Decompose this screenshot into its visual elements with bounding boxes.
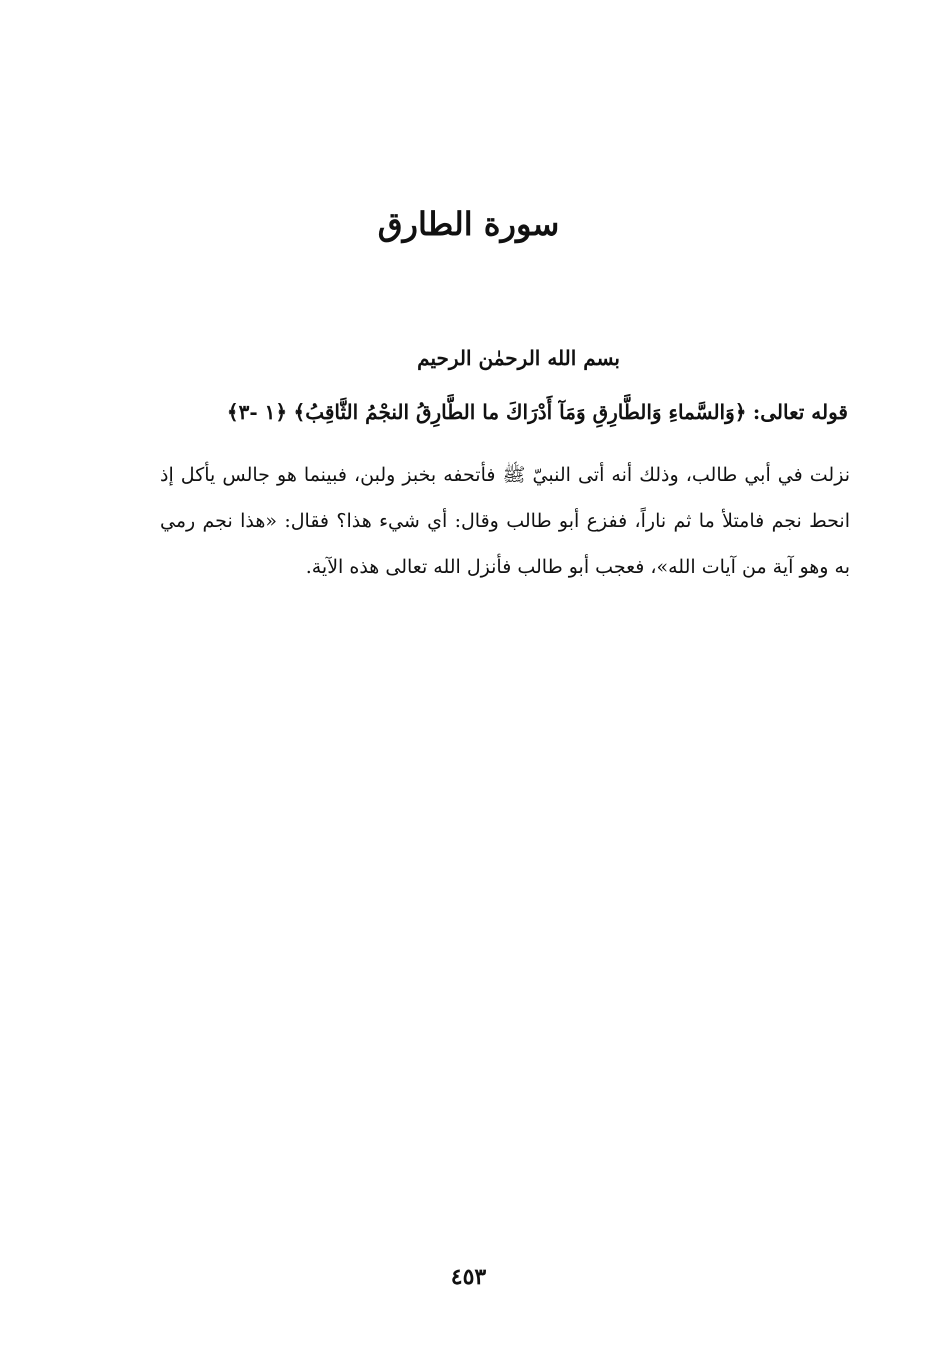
page-number: ٤٥٣ <box>450 1264 487 1290</box>
verse-text: ﴿وَالسَّماءِ وَالطَّارِقِ وَمَآ أَدْرَاكَ ما الطَّارِقُ النجْمُ الثَّاقِبُ﴾ <box>293 400 747 424</box>
verse-reference: ﴿١ -٣﴾ <box>226 400 288 424</box>
verse-line <box>88 400 848 424</box>
commentary-paragraph: نزلت في أبي طالب، وذلك أنه أتى النبيّ ﷺ فأتحفه بخبز ولبن، فبينما هو جالس يأكل إذ انحط نجم فامتلأ ما ثم ناراً، ففزع أبو طالب وقال: أي شيء هذا؟ فقال: «هذا نجم رمي به وهو آية من آيات الله»، فعجب أبو طالب فأنزل الله تعالى هذه الآية. <box>160 464 850 578</box>
basmala: بسم الله الرحمٰن الرحيم <box>417 346 620 370</box>
verse-intro: قوله تعالى: <box>752 400 848 424</box>
surah-title: سورة الطارق <box>377 205 560 243</box>
